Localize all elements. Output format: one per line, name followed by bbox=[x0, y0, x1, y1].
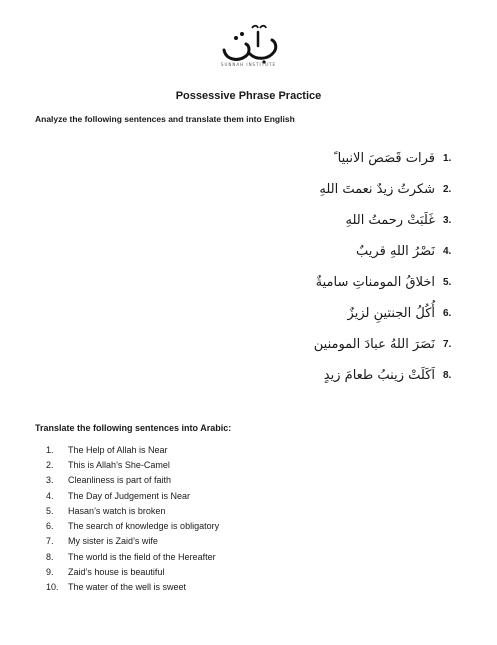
english-sentence: The Help of Allah is Near bbox=[68, 444, 168, 455]
arabic-sentence: أُكُلُ الجنتينِ لزيزٌ bbox=[347, 306, 435, 321]
item-number: 6. bbox=[443, 308, 452, 319]
item-number: 9. bbox=[46, 567, 54, 578]
english-sentence: Hasan’s watch is broken bbox=[68, 505, 166, 516]
item-number: 2. bbox=[46, 459, 54, 470]
arabic-sentence: نَصْرُ اللهِ قريبٌ bbox=[356, 244, 435, 259]
arabic-sentence-list bbox=[257, 143, 457, 391]
english-sentence: My sister is Zaid’s wife bbox=[68, 536, 158, 547]
list-item bbox=[257, 329, 457, 360]
english-sentence: The water of the well is sweet bbox=[68, 582, 187, 593]
item-number: 7. bbox=[443, 339, 452, 350]
item-number: 8. bbox=[443, 370, 452, 381]
list-item bbox=[257, 360, 457, 391]
list-item bbox=[46, 564, 219, 579]
list-item bbox=[257, 205, 457, 236]
item-number: 3. bbox=[46, 475, 54, 486]
list-item bbox=[46, 473, 219, 488]
item-number: 4. bbox=[46, 490, 54, 501]
list-item bbox=[257, 298, 457, 329]
list-item bbox=[257, 143, 457, 174]
list-item bbox=[257, 267, 457, 298]
item-number: 1. bbox=[46, 444, 54, 455]
arabic-sentence: اَكَلَتْ زينبُ طعامَ زيدٍ bbox=[323, 368, 435, 383]
arabic-sentence: نَصَرَ اللهُ عبادَ المومنين bbox=[313, 337, 435, 352]
arabic-sentence: اخلاقُ المومناتِ ساميةٌ bbox=[315, 275, 435, 290]
english-sentence-list bbox=[46, 442, 219, 595]
english-sentence: The Day of Judgement is Near bbox=[68, 490, 191, 501]
item-number: 10. bbox=[46, 582, 59, 593]
item-number: 7. bbox=[46, 536, 54, 547]
list-item bbox=[46, 442, 219, 457]
section2-instructions: Translate the following sentences into Arabic: bbox=[35, 423, 232, 433]
list-item bbox=[257, 236, 457, 267]
english-sentence: The search of knowledge is obligatory bbox=[68, 521, 220, 532]
list-item bbox=[46, 534, 219, 549]
list-item bbox=[46, 503, 219, 518]
list-item bbox=[46, 549, 219, 564]
item-number: 3. bbox=[443, 215, 452, 226]
english-sentence: The world is the field of the Hereafter bbox=[68, 551, 216, 562]
list-item bbox=[46, 488, 219, 503]
english-sentence: Zaid’s house is beautiful bbox=[68, 567, 165, 578]
page-title: Possessive Phrase Practice bbox=[175, 90, 322, 102]
item-number: 1. bbox=[443, 153, 452, 164]
section1-instructions: Analyze the following sentences and translate them into English bbox=[35, 114, 295, 124]
item-number: 5. bbox=[46, 505, 54, 516]
item-number: 5. bbox=[443, 277, 452, 288]
english-sentence: Cleanliness is part of faith bbox=[68, 475, 172, 486]
item-number: 6. bbox=[46, 521, 54, 532]
item-number: 4. bbox=[443, 246, 452, 257]
logo-caption: SUNNAH INSTITUTE bbox=[220, 62, 277, 67]
list-item bbox=[46, 518, 219, 533]
list-item bbox=[46, 457, 219, 472]
arabic-sentence: شكرتُ زيدٌ نعمتَ اللهِ bbox=[319, 182, 435, 197]
list-item bbox=[46, 580, 219, 595]
list-item bbox=[257, 174, 457, 205]
arabic-sentence: غَلَبَتْ رحمتُ اللهِ bbox=[345, 213, 435, 228]
arabic-sentence: قرات قَصَصَ الانبيا ً bbox=[333, 151, 435, 166]
item-number: 2. bbox=[443, 184, 452, 195]
english-sentence: This is Allah’s She-Camel bbox=[68, 459, 170, 470]
item-number: 8. bbox=[46, 551, 54, 562]
